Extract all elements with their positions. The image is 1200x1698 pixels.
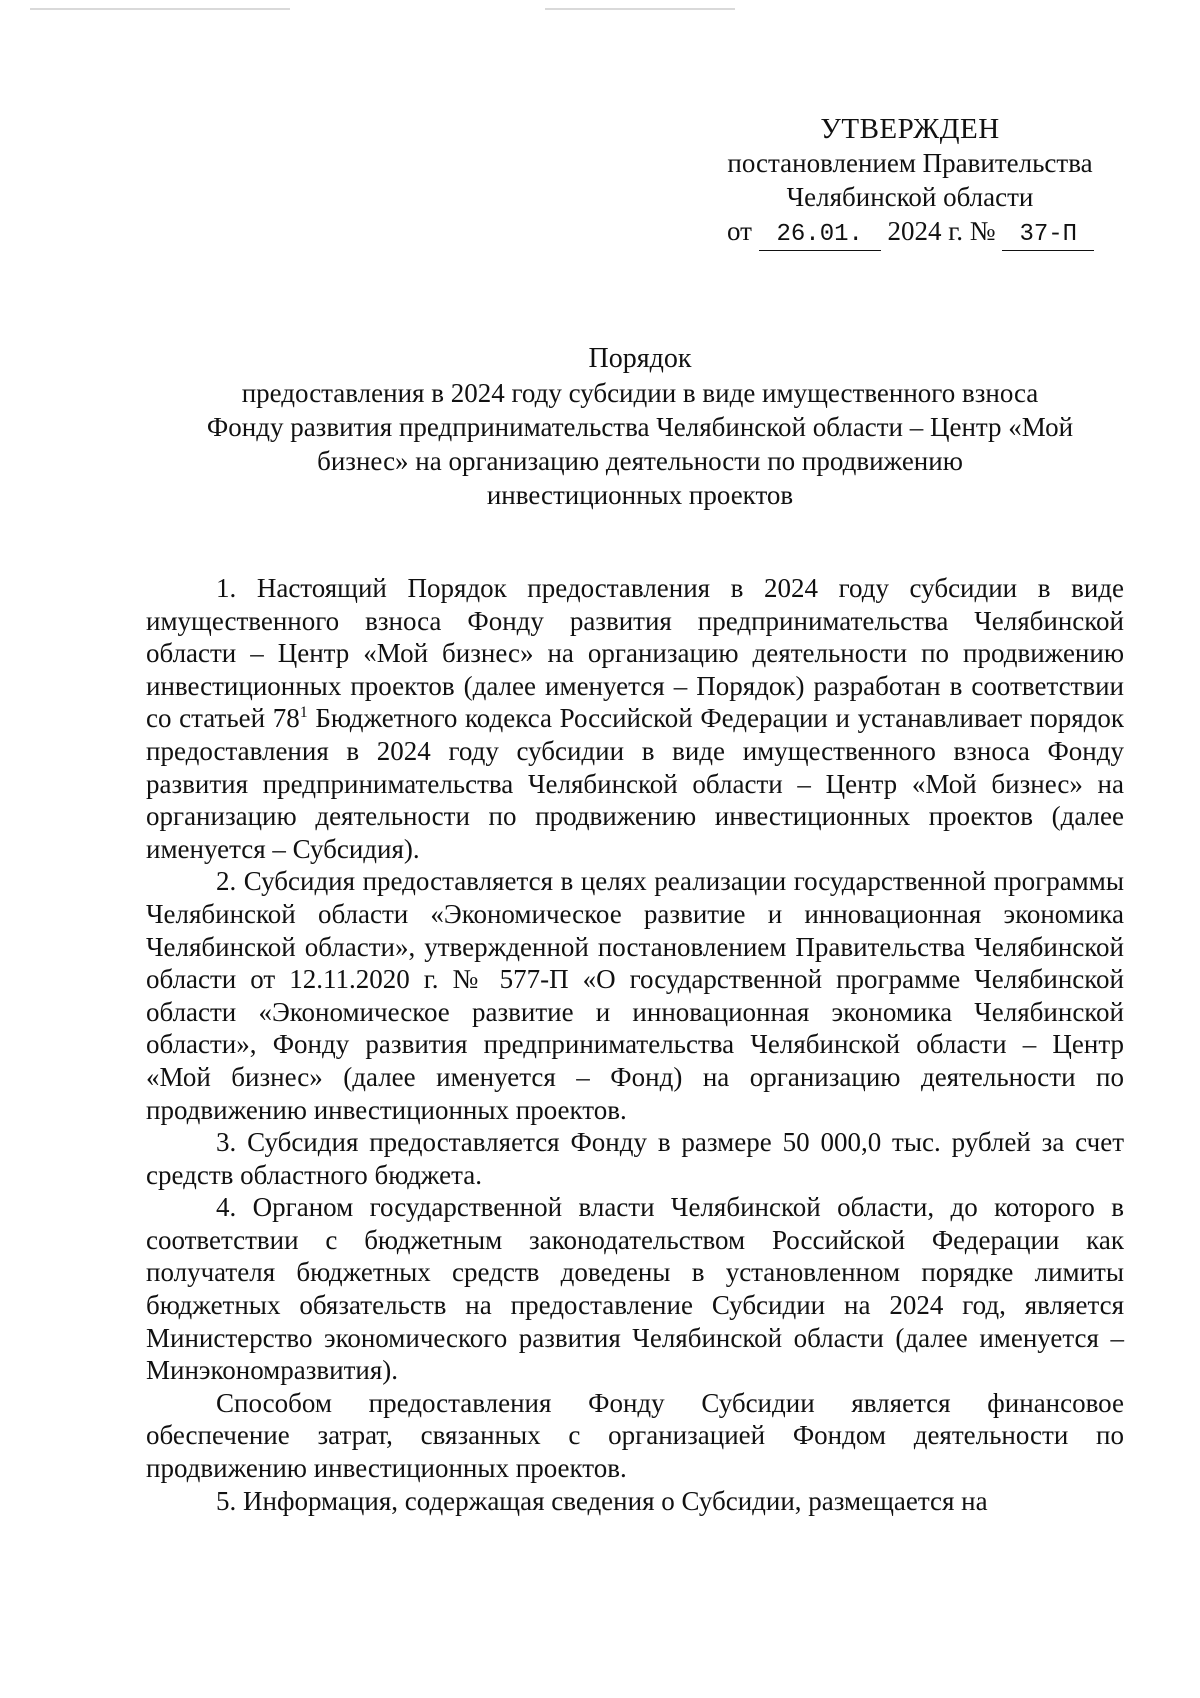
title-line-1: предоставления в 2024 году субсидии в виде имущественного взноса bbox=[241, 378, 1039, 408]
document-title bbox=[150, 342, 1130, 512]
title-line-3: бизнес» на организацию деятельности по продвижению bbox=[317, 446, 963, 476]
paragraph-6: 5. Информация, содержащая сведения о Субсидии, размещается на bbox=[216, 1485, 988, 1516]
paragraph-1-text: 1. Настоящий Порядок предоставления в 2024 году субсидии в виде имущественного взноса Фонду развития предпринимательства Челябинской области – Центр «Мой бизнес» на организацию деятельности по продвижению инвестиционных проектов (далее именуется – Порядок) разработан в соответствии со статьей 78 bbox=[146, 573, 1124, 734]
scan-artifact bbox=[30, 8, 290, 10]
approval-date-line bbox=[700, 214, 1120, 251]
title-line-2: Фонду развития предпринимательства Челябинской области – Центр «Мой bbox=[206, 412, 1074, 442]
paragraph-1-continued: Бюджетного кодекса Российской Федерации и устанавливает порядок предоставления в 2024 году субсидии в виде имущественного взноса Фонду развития предпринимательства Челябинской области – Центр «Мой бизнес» на организацию деятельности по продвижению инвестиционных проектов (далее именуется – Субсидия). bbox=[146, 703, 1124, 864]
paragraph-3: 3. Субсидия предоставляется Фонду в размере 50 000,0 тыс. рублей за счет средств областного бюджета. bbox=[146, 1127, 1124, 1190]
approval-title: УТВЕРЖДЕН bbox=[820, 113, 1000, 145]
paragraph-2: 2. Субсидия предоставляется в целях реализации государственной программы Челябинской области «Экономическое развитие и инновационная экономика Челябинской области», утвержденной постановлением Правительства Челябинской области от 12.11.2020 г. № 577-П «О государственной программе Челябинской области «Экономическое развитие и инновационная экономика Челябинской области», Фонду развития предпринимательства Челябинской области – Центр «Мой бизнес» (далее именуется – Фонд) на организацию деятельности по продвижению инвестиционных проектов. bbox=[146, 866, 1124, 1125]
approval-line-2: Челябинской области bbox=[786, 182, 1034, 212]
approval-number: 37-П bbox=[1002, 220, 1094, 251]
date-prefix: от bbox=[727, 216, 752, 246]
title-line-4: инвестиционных проектов bbox=[486, 480, 794, 510]
approval-date: 26.01. bbox=[759, 220, 881, 251]
paragraph-4: 4. Органом государственной власти Челябинской области, до которого в соответствии с бюджетным законодательством Российской Федерации как получателя бюджетных средств доведены в установленном порядке лимиты бюджетных обязательств на предоставление Субсидии на 2024 год, является Министерство экономического развития Челябинской области (далее именуется – Минэкономразвития). bbox=[146, 1192, 1124, 1386]
approval-line-1: постановлением Правительства bbox=[727, 148, 1093, 178]
document-body bbox=[146, 572, 1124, 1517]
paragraph-5: Способом предоставления Фонду Субсидии является финансовое обеспечение затрат, связанных с организацией Фондом деятельности по продвижению инвестиционных проектов. bbox=[146, 1387, 1124, 1484]
paragraph-1 bbox=[146, 572, 1124, 865]
title-heading: Порядок bbox=[588, 343, 692, 374]
approval-year: 2024 г. № bbox=[887, 216, 996, 246]
approval-stamp bbox=[700, 112, 1120, 251]
superscript: 1 bbox=[299, 704, 308, 722]
scan-artifact bbox=[545, 8, 735, 10]
